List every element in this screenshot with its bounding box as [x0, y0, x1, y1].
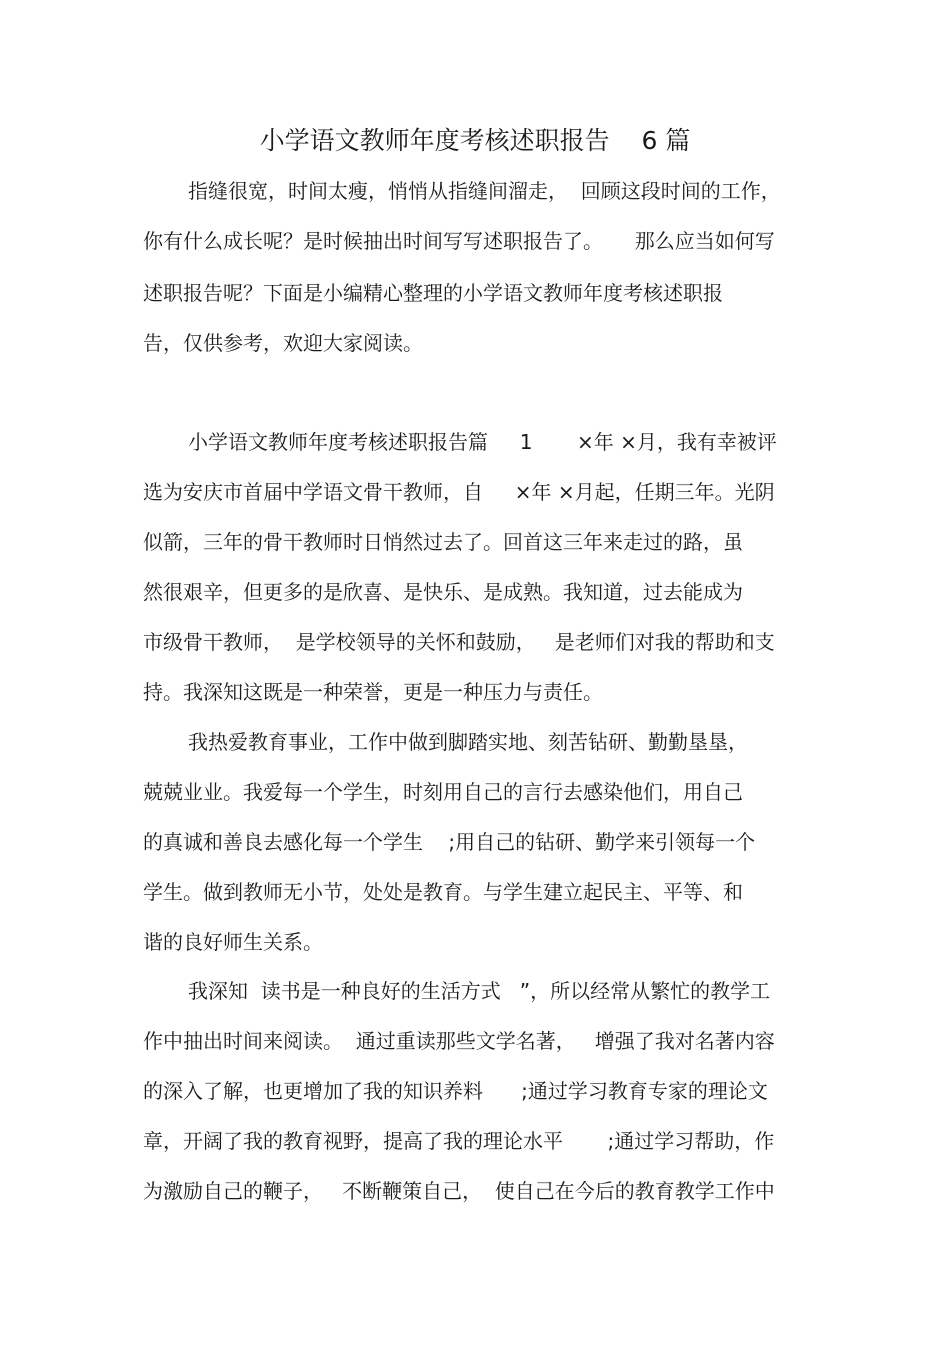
paragraph-line: 我深知 读书是一种良好的生活方式 ”，所以经常从繁忙的教学工	[188, 979, 771, 1003]
paragraph-line: 述职报告呢？下面是小编精心整理的小学语文教师年度考核述职报	[143, 281, 723, 305]
paragraph-line: 告，仅供参考，欢迎大家阅读。	[143, 331, 423, 355]
paragraph-line: 选为安庆市首届中学语文骨干教师，自 ×年 ×月起，任期三年。光阴	[143, 480, 775, 504]
document-title: 小学语文教师年度考核述职报告 6 篇	[259, 126, 691, 155]
paragraph-line: 兢兢业业。我爱每一个学生，时刻用自己的言行去感染他们，用自己	[143, 780, 743, 804]
paragraph-line: 章，开阔了我的教育视野，提高了我的理论水平 ;通过学习帮助，作	[143, 1129, 775, 1153]
paragraph-line: 持。我深知这既是一种荣誉，更是一种压力与责任。	[143, 680, 603, 704]
paragraph-line: 你有什么成长呢？是时候抽出时间写写述职报告了。 那么应当如何写	[143, 229, 775, 253]
paragraph-line: 似箭，三年的骨干教师时日悄然过去了。回首这三年来走过的路，虽	[143, 530, 743, 554]
paragraph-line: 然很艰辛，但更多的是欣喜、是快乐、是成熟。我知道，过去能成为	[143, 580, 743, 604]
paragraph-line: 市级骨干教师， 是学校领导的关怀和鼓励， 是老师们对我的帮助和支	[143, 630, 775, 654]
paragraph-line: 为激励自己的鞭子， 不断鞭策自己， 使自己在今后的教育教学工作中	[143, 1179, 775, 1203]
paragraph-line: 的深入了解，也更增加了我的知识养料 ;通过学习教育专家的理论文	[143, 1079, 768, 1103]
paragraph-line: 的真诚和善良去感化每一个学生 ;用自己的钻研、勤学来引领每一个	[143, 830, 756, 854]
paragraph-line: 谐的良好师生关系。	[143, 930, 323, 954]
paragraph-line: 我热爱教育事业，工作中做到脚踏实地、刻苦钻研、勤勤垦垦，	[188, 730, 748, 754]
paragraph-line: 作中抽出时间来阅读。 通过重读那些文学名著， 增强了我对名著内容	[143, 1029, 775, 1053]
paragraph-line: 学生。做到教师无小节，处处是教育。与学生建立起民主、平等、和	[143, 880, 743, 904]
section-heading-line: 小学语文教师年度考核述职报告篇 1 ×年 ×月，我有幸被评	[188, 430, 777, 454]
paragraph-line: 指缝很宽，时间太瘦，悄悄从指缝间溜走， 回顾这段时间的工作，	[188, 179, 781, 203]
